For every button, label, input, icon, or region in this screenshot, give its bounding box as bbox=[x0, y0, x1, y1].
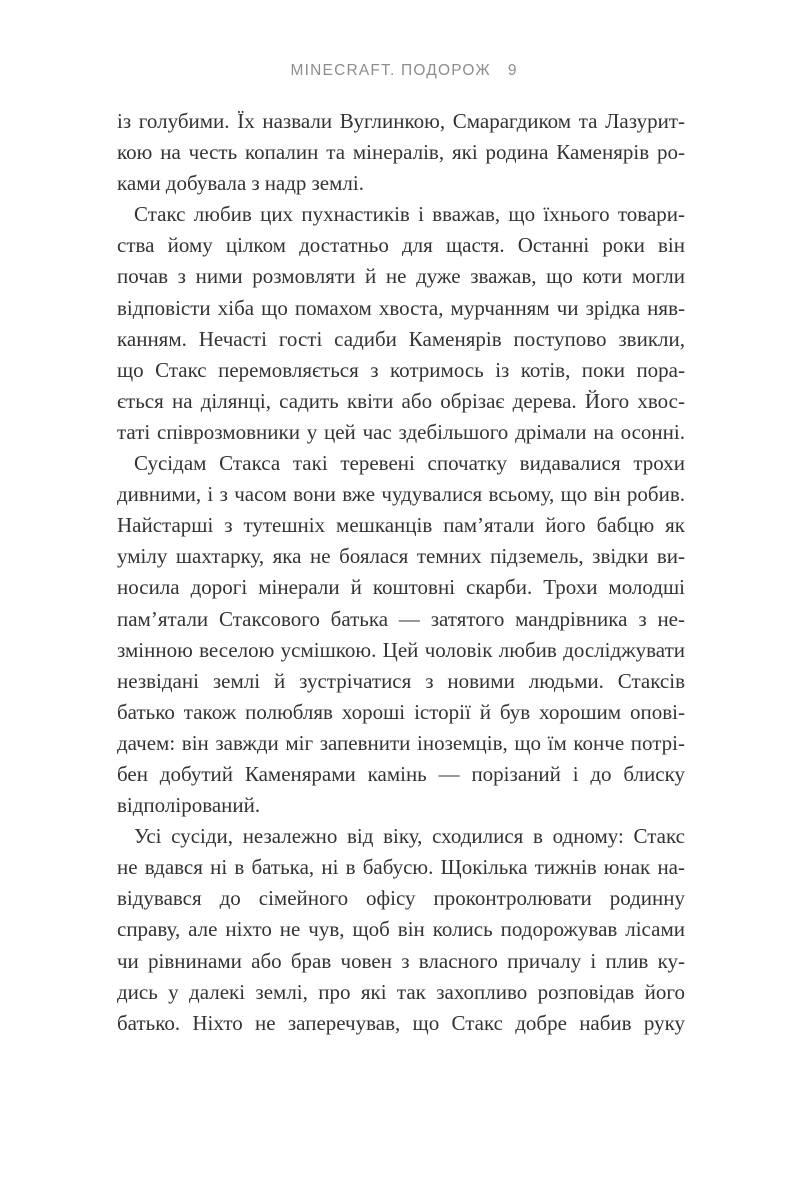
text-line: ства йому цілком достатньо для щастя. Останні роки він bbox=[117, 233, 685, 258]
text-line: батько також полюбляв хороші історії й був хорошим опові- bbox=[117, 699, 685, 724]
text-line: із голубими. Їх назвали Вуглинкою, Смарагдиком та Лазурит- bbox=[117, 109, 685, 133]
text-line: умілу шахтарку, яка не боялася темних підземель, звідки ви- bbox=[117, 544, 685, 569]
text-line: Стакс любив цих пухнастиків і вважав, що їхнього товари- bbox=[134, 202, 685, 227]
running-head bbox=[0, 62, 799, 79]
text-line: пам’ятали Стаксового батька — затятого мандрівника з не- bbox=[117, 606, 685, 631]
text-line: що Стакс перемовляється з котримось із котів, поки пора- bbox=[117, 357, 685, 382]
text-line: канням. Нечасті гості садиби Каменярів поступово звикли, bbox=[117, 326, 685, 351]
text-line: ками добувала з надр землі. bbox=[117, 171, 364, 196]
text-line: незвідані землі й зустрічатися з новими людьми. Стаксів bbox=[117, 668, 685, 693]
text-line: Сусідам Стакса такі теревені спочатку видавалися трохи bbox=[134, 451, 685, 476]
text-line: чи рівнинами або брав човен з власного причалу і плив ку- bbox=[117, 948, 685, 973]
text-line: ється на ділянці, садить квіти або обрізає дерева. Його хвос- bbox=[117, 388, 685, 413]
text-line: Усі сусіди, незалежно від віку, сходилися в одному: Стакс bbox=[134, 824, 685, 849]
body-text bbox=[117, 106, 685, 1039]
text-line: дись у далекі землі, про які так захопливо розповідав його bbox=[117, 979, 685, 1004]
running-head-title: MINECRAFT. ПОДОРОЖ bbox=[290, 62, 491, 79]
text-line: відповісти хіба що помахом хвоста, мурчанням чи зрідка няв- bbox=[117, 295, 685, 320]
text-line: батько. Ніхто не заперечував, що Стакс добре набив руку bbox=[117, 1010, 685, 1035]
text-line: змінною веселою усмішкою. Цей чоловік любив досліджувати bbox=[117, 637, 685, 662]
page-number: 9 bbox=[507, 62, 517, 79]
text-line: відполірований. bbox=[117, 793, 261, 818]
text-line: почав з ними розмовляти й не дуже зважав, що коти могли bbox=[117, 264, 685, 289]
text-line: таті співрозмовники у цей час здебільшого дрімали на осонні. bbox=[117, 419, 685, 444]
text-line: відувався до сімейного офісу проконтролювати родинну bbox=[117, 886, 685, 911]
text-line: носила дорогі мінерали й коштовні скарби. Трохи молодші bbox=[117, 575, 685, 600]
text-line: дивними, і з часом вони вже чудувалися всьому, що він робив. bbox=[117, 482, 685, 507]
text-line: бен добутий Каменярами камінь — порізаний і до блиску bbox=[117, 761, 685, 786]
text-line: кою на честь копалин та мінералів, які родина Каменярів ро- bbox=[117, 140, 685, 165]
text-line: справу, але ніхто не чув, щоб він колись подорожував лісами bbox=[117, 917, 685, 942]
text-line: дачем: він завжди міг запевнити іноземців, що їм конче потрі- bbox=[117, 730, 685, 755]
text-line: не вдався ні в батька, ні в бабусю. Щокілька тижнів юнак на- bbox=[117, 855, 685, 880]
text-line: Найстарші з тутешніх мешканців пам’ятали його бабцю як bbox=[117, 513, 685, 538]
